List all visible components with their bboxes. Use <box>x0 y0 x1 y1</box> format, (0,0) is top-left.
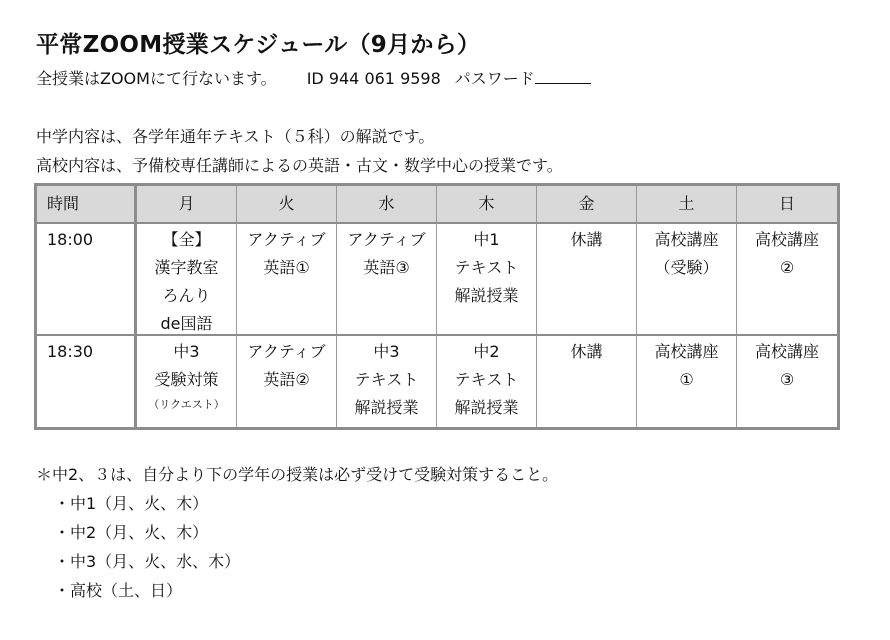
zoom-info-line <box>36 66 591 89</box>
notes-item: ・中3（月、火、水、木） <box>54 552 241 571</box>
page-title: 平常ZOOM授業スケジュール（9月から） <box>36 32 481 58</box>
notes-item: ・中2（月、火、木） <box>54 523 209 542</box>
header-mon: 月 <box>137 186 237 224</box>
time-slot-2: 18:30 <box>37 336 137 427</box>
slot-1-wed: アクティブ 英語③ <box>337 224 437 336</box>
slot-1-sun: 高校講座 ② <box>737 224 837 336</box>
slot-1-fri: 休講 <box>537 224 637 336</box>
notes-section <box>36 460 558 605</box>
slot-2-thu: 中2 テキスト 解説授業 <box>437 336 537 427</box>
slot-1-sat: 高校講座 （受験） <box>637 224 737 336</box>
slot-2-fri: 休講 <box>537 336 637 427</box>
header-sun: 日 <box>737 186 837 224</box>
password-blank <box>535 68 591 84</box>
schedule-table <box>34 183 840 430</box>
header-time: 時間 <box>37 186 137 224</box>
header-sat: 土 <box>637 186 737 224</box>
notes-item: ・中1（月、火、木） <box>54 494 209 513</box>
header-thu: 木 <box>437 186 537 224</box>
slot-2-sun: 高校講座 ③ <box>754 342 819 389</box>
slot-2-sat: 高校講座 ① <box>637 336 737 427</box>
slot-1-thu: 中1 テキスト 解説授業 <box>437 224 537 336</box>
slot-2-mon: 中3 受験対策 （リクエスト） <box>137 336 237 427</box>
slot-2-tue: アクティブ 英語② <box>237 336 337 427</box>
password-label: パスワード <box>454 69 535 88</box>
slot-1-tue: アクティブ 英語① <box>237 224 337 336</box>
notes-item: ・高校（土、日） <box>54 581 183 600</box>
header-wed: 水 <box>337 186 437 224</box>
slot-2-wed: 中3 テキスト 解説授業 <box>337 336 437 427</box>
header-tue: 火 <box>237 186 337 224</box>
header-fri: 金 <box>537 186 637 224</box>
high-school-content-note: 高校内容は、予備校専任講師によるの英語・古文・数学中心の授業です。 <box>36 156 563 175</box>
meeting-id: ID 944 061 9598 <box>306 69 441 88</box>
junior-high-content-note: 中学内容は、各学年通年テキスト（５科）の解説です。 <box>36 127 435 146</box>
slot-1-mon: 【全】 漢字教室 ろんり de国語 <box>137 224 237 336</box>
time-slot-1: 18:00 <box>37 224 137 336</box>
zoom-note: 全授業はZOOMにて行ないます。 <box>36 69 277 88</box>
notes-main: ＊中2、３は、自分より下の学年の授業は必ず受けて受験対策すること。 <box>36 465 559 484</box>
